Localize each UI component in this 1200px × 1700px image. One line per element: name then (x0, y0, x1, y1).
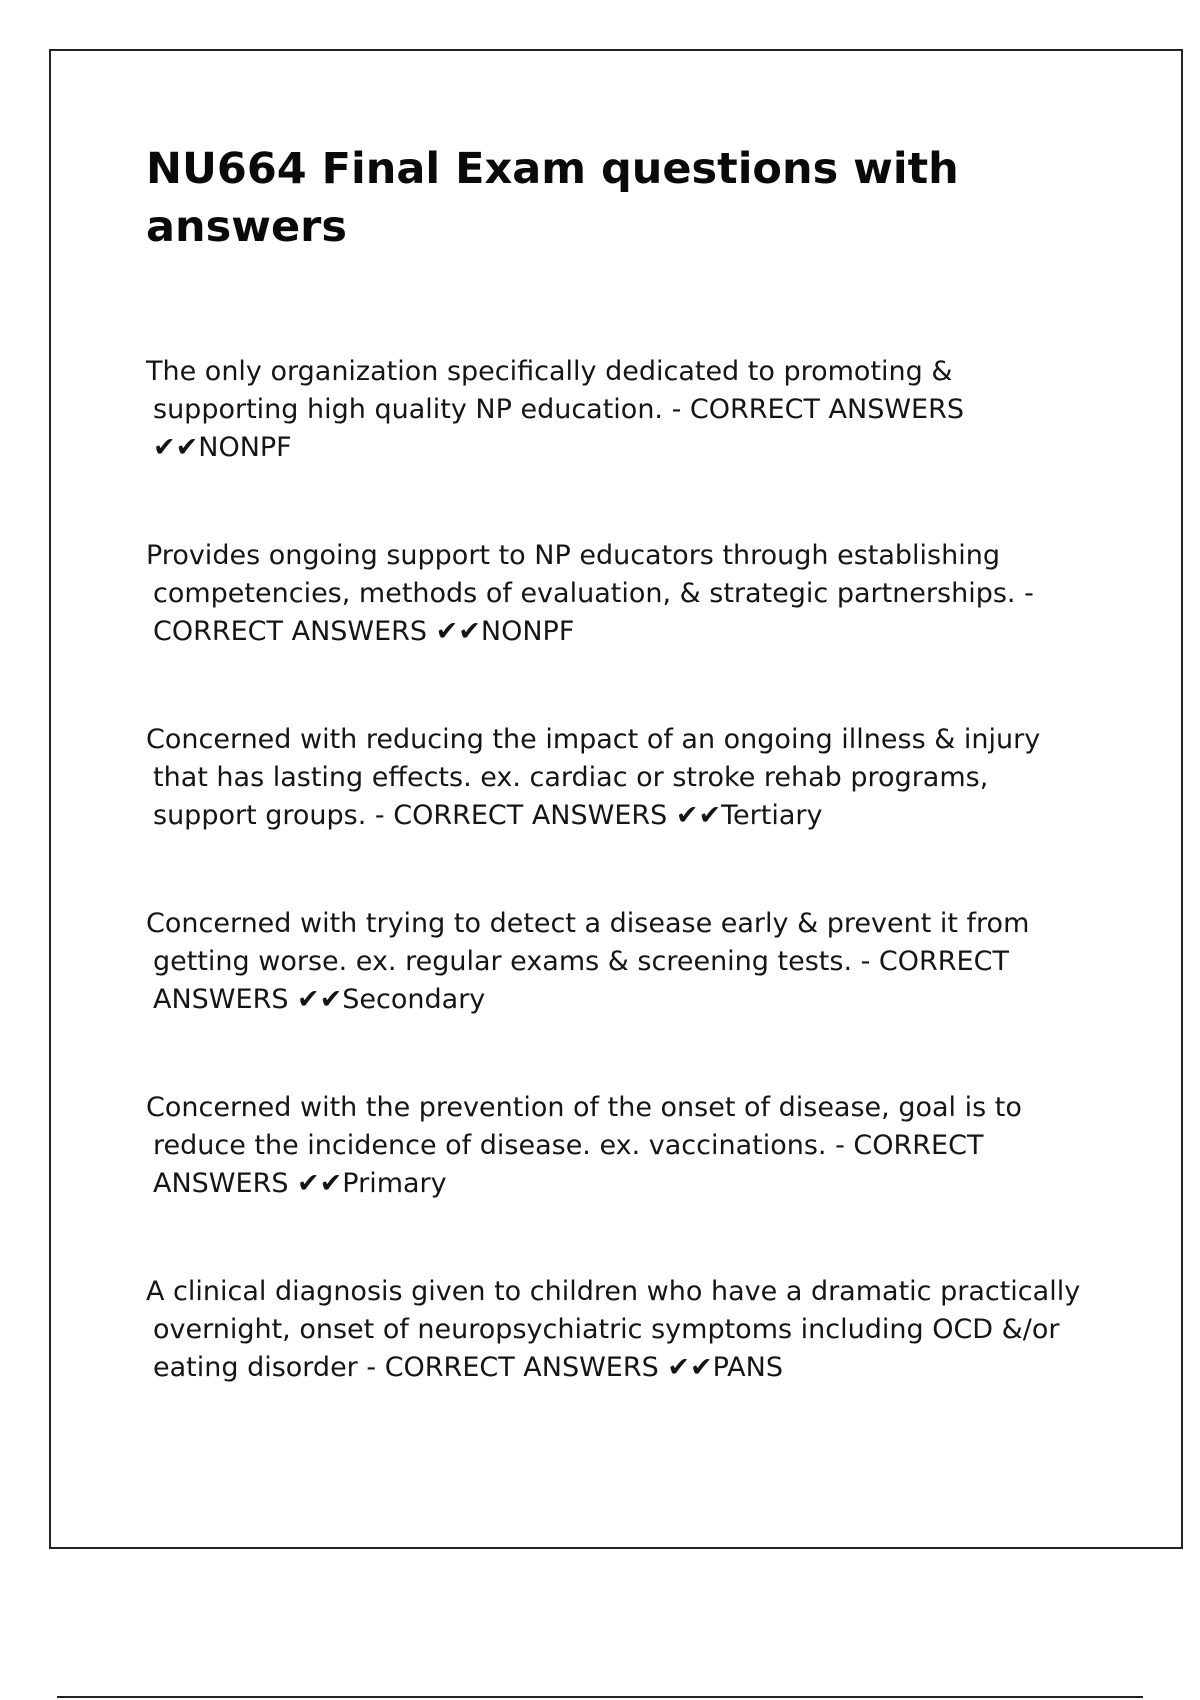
footer-divider (57, 1696, 1143, 1698)
qa-list (146, 353, 1086, 1495)
document-title: NU664 Final Exam questions with answers (146, 144, 959, 252)
qa-item-4: Concerned with trying to detect a disease early & prevent it from getting worse. ex. regular exams & screening tests. - CORRECT ANSWERS ✔✔Secondary (146, 908, 1030, 1015)
qa-item-5: Concerned with the prevention of the onset of disease, goal is to reduce the incidence of disease. ex. vaccinations. - CORRECT ANSWERS ✔✔Primary (146, 1092, 1022, 1199)
qa-item-2: Provides ongoing support to NP educators through establishing competencies, methods of evaluation, & strategic partnerships. - CORRECT ANSWERS ✔✔NONPF (146, 540, 1034, 647)
qa-item-3: Concerned with reducing the impact of an ongoing illness & injury that has lasting effects. ex. cardiac or stroke rehab programs, support groups. - CORRECT ANSWERS ✔✔Tertiary (146, 724, 1041, 831)
qa-item-6: A clinical diagnosis given to children who have a dramatic practically overnight, onset of neuropsychiatric symptoms including OCD &/or eating disorder - CORRECT ANSWERS ✔✔PANS (146, 1276, 1081, 1383)
qa-item-1: The only organization specifically dedicated to promoting & supporting high quality NP education. - CORRECT ANSWERS ✔✔NONPF (146, 356, 964, 463)
